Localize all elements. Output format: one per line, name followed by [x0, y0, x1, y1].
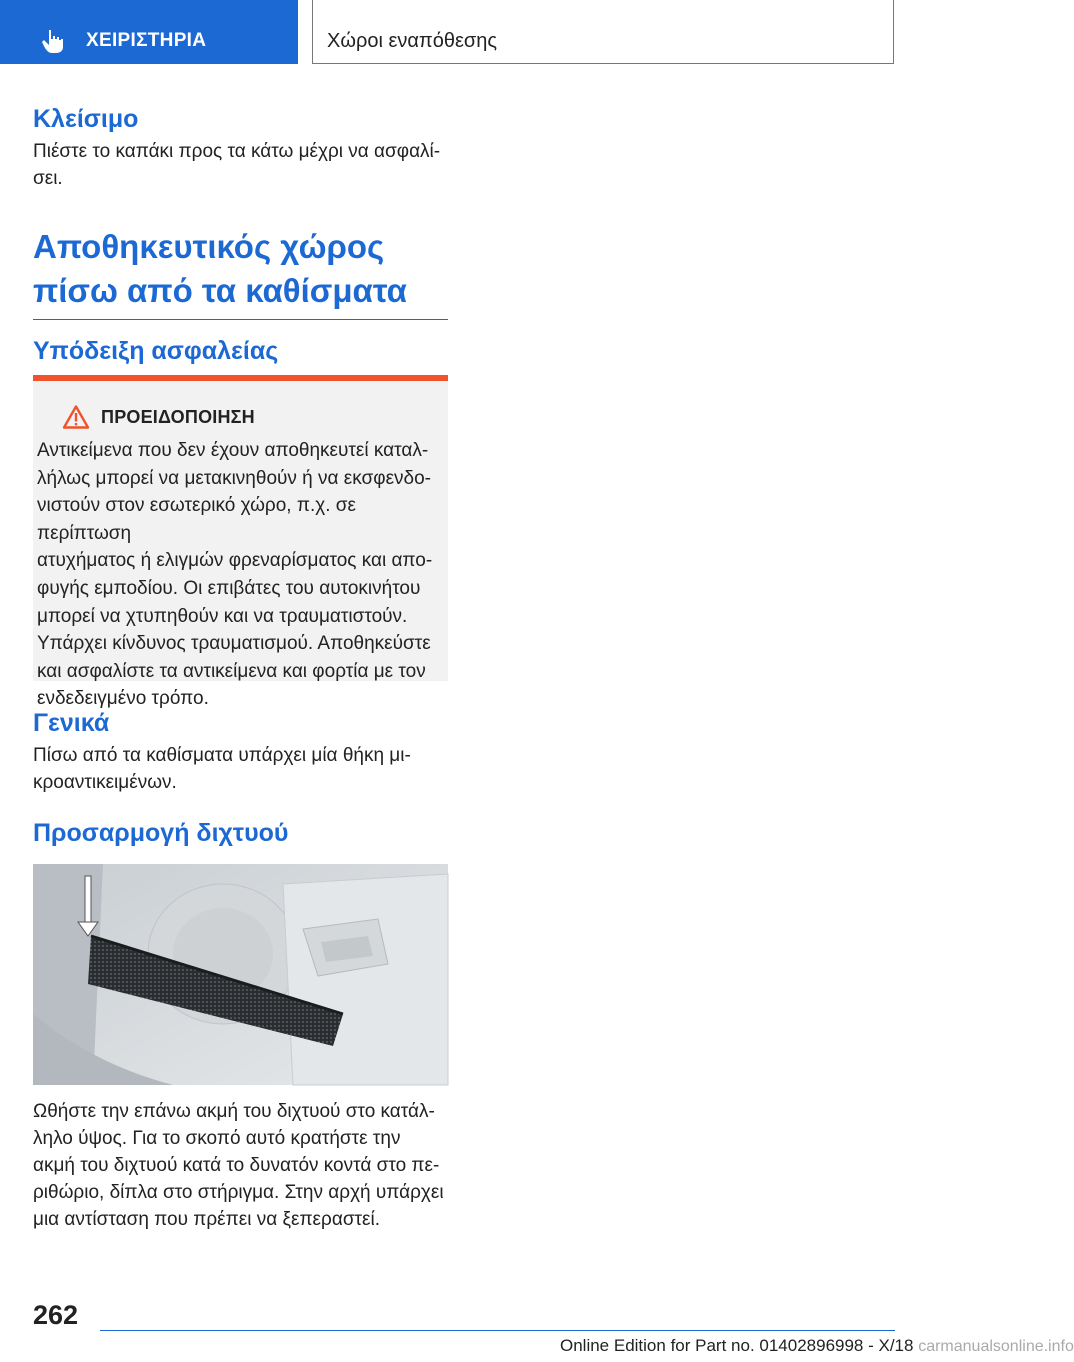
warning-header [63, 405, 255, 429]
hand-pointer-icon [40, 28, 66, 54]
page-number: 262 [33, 1300, 79, 1330]
general-section [33, 708, 448, 796]
net-text-section [33, 1098, 448, 1233]
warning-box [33, 375, 448, 710]
chapter-label: ΧΕΙΡΙΣΤΗΡΙΑ [86, 30, 207, 51]
storage-net-photo [33, 864, 448, 1085]
closing-section [33, 104, 448, 192]
watermark-text: carmanualsonline.info [918, 1338, 1074, 1355]
general-text: Πίσω από τα καθίσματα υπάρχει μία θήκη μι- κροαντικειμένων. [33, 745, 411, 793]
warning-triangle-icon [63, 405, 89, 429]
net-illustration [33, 864, 448, 1085]
section-title: Χώροι εναπόθεσης [327, 30, 497, 52]
safety-heading: Υπόδειξη ασφαλείας [33, 337, 279, 365]
safety-section [33, 336, 448, 366]
general-heading: Γενικά [33, 709, 110, 737]
net-heading: Προσαρμογή διχτυού [33, 819, 289, 847]
warning-title: ΠΡΟΕΙΔΟΠΟΙΗΣΗ [101, 406, 255, 427]
edition-text: Online Edition for Part no. 01402896998 - X/18 [560, 1336, 914, 1355]
storage-heading: Αποθηκευτικός χώρος πίσω από τα καθίσματα [33, 225, 448, 320]
closing-heading: Κλείσιμο [33, 105, 139, 133]
footer-edition [560, 1336, 1074, 1356]
section-header [312, 0, 894, 64]
chapter-tab [0, 0, 298, 64]
net-section [33, 818, 448, 848]
warning-text: Αντικείμενα που δεν έχουν αποθηκευτεί καταλ- λήλως μπορεί να μετακινηθούν ή να εκσφενδο- νιστούν στον εσωτερικό χώρο, π.χ. σε περίπτωση ατυχήματος ή ελιγμών φρεναρίσματος και απο- φυγής εμποδίου. Οι επιβάτες του αυτοκινήτου μπορεί να χτυπηθούν και να τραυματιστούν. Υπάρχει κίνδυνος τραυματισμού. Αποθηκεύστε και ασφαλίστε τα αντικείμενα και φορτία με τον ενδεδειγμένο τρόπο. [37, 440, 433, 710]
footer-rule [100, 1330, 895, 1331]
net-text: Ωθήστε την επάνω ακμή του διχτυού στο κατάλ- ληλο ύψος. Για το σκοπό αυτό κρατήστε την ακμή του διχτυού κατά το δυνατόν κοντά στο πε- ριθώριο, δίπλα στο στήριγμα. Στην αρχή υπάρχει μια αντίσταση που πρέπει να ξεπεραστεί. [33, 1101, 444, 1230]
closing-text: Πιέστε το καπάκι προς τα κάτω μέχρι να ασφαλί- σει. [33, 141, 441, 189]
